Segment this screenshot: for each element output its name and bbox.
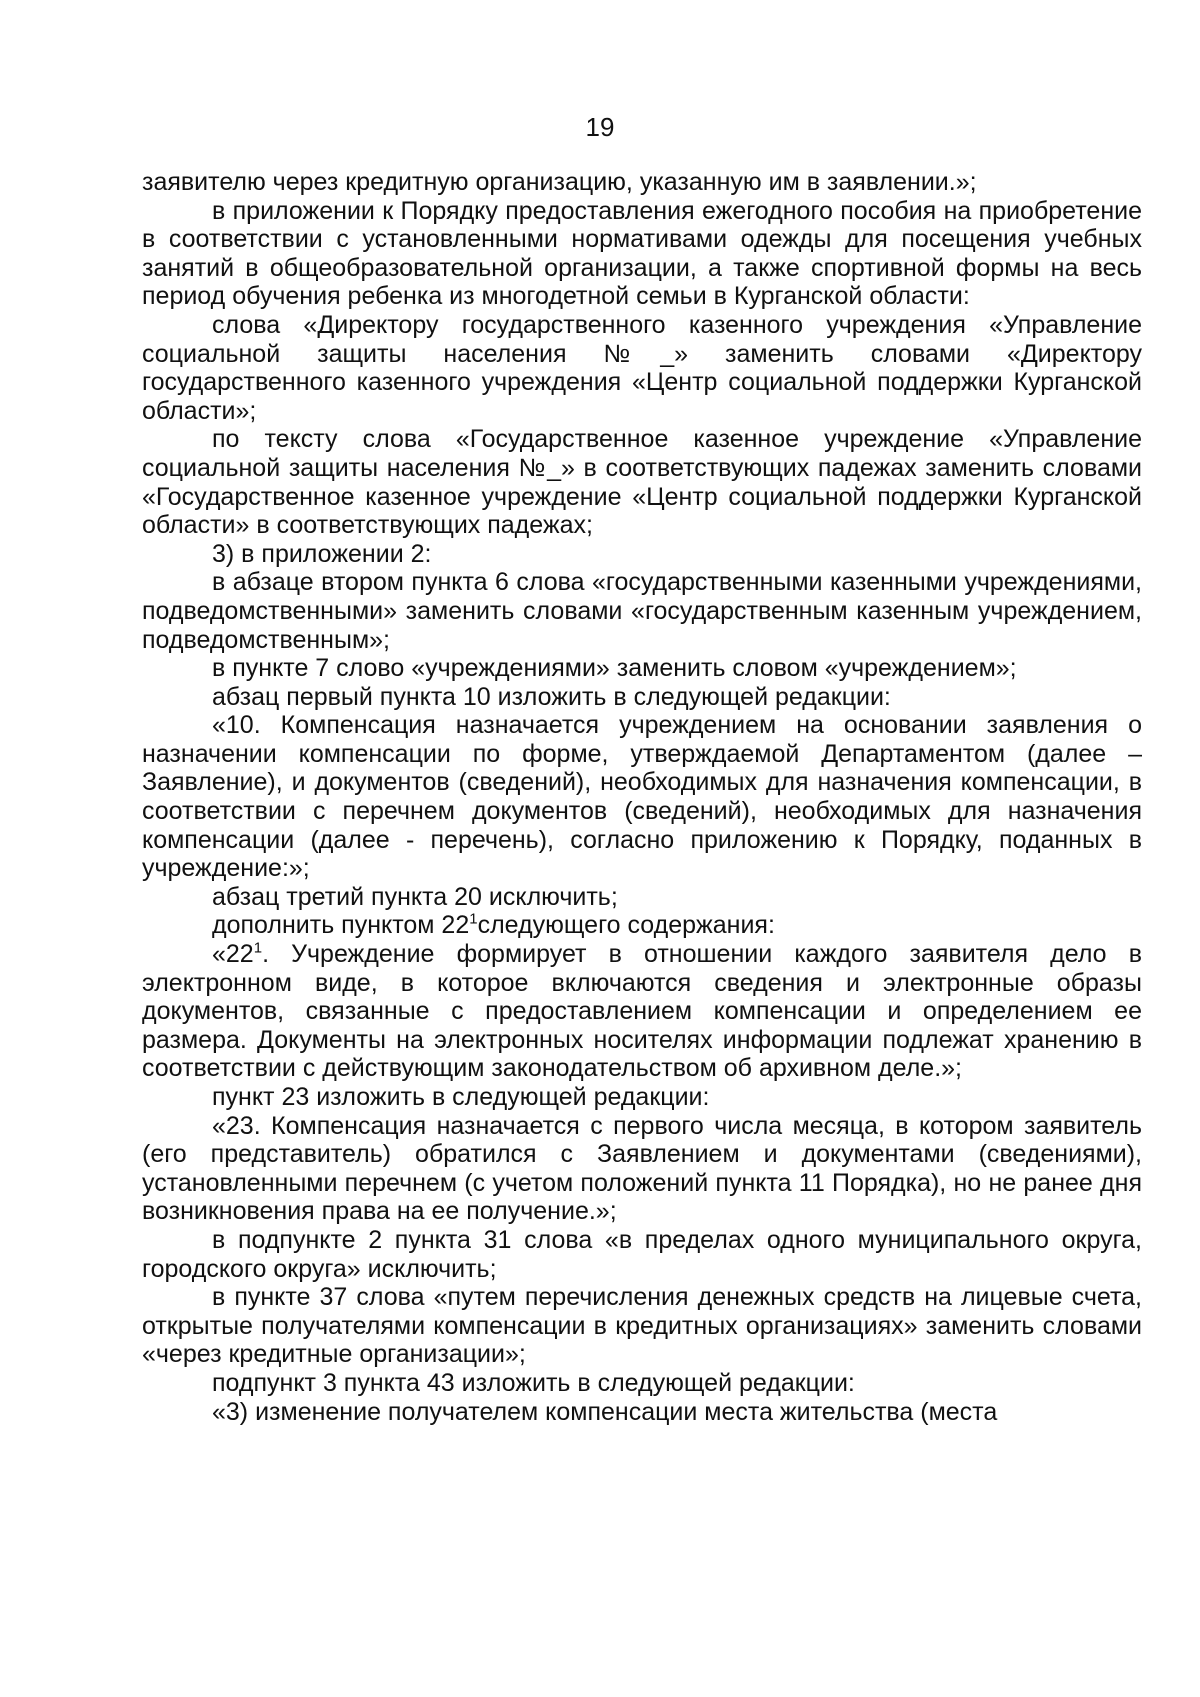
paragraph-text: . Учреждение формирует в отношении каждого заявителя дело в электронном виде, в которое включаются сведения и электронные образы документов, связанные с предоставлением компенсации и определением ее размера. Документы на электронных носителях информации подлежат хранению в соответствии с действующим законодательством об архивном деле.»;: [142, 940, 1142, 1083]
paragraph: 3) в приложении 2:: [212, 539, 432, 568]
paragraph: слова «Директору государственного казенного учреждения «Управление социальной защиты населения №_» заменить словами «Директору государственного казенного учреждения «Центр социальной поддержки Курганской области»;: [142, 310, 1142, 425]
paragraph-text: «22: [212, 940, 254, 969]
paragraph: пункт 23 изложить в следующей редакции:: [212, 1083, 710, 1111]
page-number: 19: [585, 112, 615, 142]
document-body: [142, 168, 1142, 1426]
paragraph: в подпункте 2 пункта 31 слова «в пределах одного муниципального округа, городского округа» исключить;: [142, 1225, 1142, 1283]
paragraph: абзац третий пункта 20 исключить;: [212, 882, 618, 911]
paragraph-text: дополнить пунктом 22: [212, 911, 470, 940]
paragraph: в пункте 37 слова «путем перечисления денежных средств на лицевые счета, открытые получателями компенсации в кредитных организациях» заменить словами «через кредитные организации»;: [142, 1283, 1142, 1369]
paragraph: абзац первый пункта 10 изложить в следующей редакции:: [212, 682, 891, 711]
paragraph: [142, 911, 1142, 940]
paragraph: по тексту слова «Государственное казенное учреждение «Управление социальной защиты населения №_» в соответствующих падежах заменить словами «Государственное казенное учреждение «Центр социальной поддержки Курганской области» в соответствующих падежах;: [142, 425, 1142, 540]
paragraph: [142, 940, 1142, 1083]
paragraph: «23. Компенсация назначается с первого числа месяца, в котором заявитель (его представитель) обратился с Заявлением и документами (сведениями), установленными перечнем (с учетом положений пункта 11 Порядка), но не ранее дня возникновения права на ее получение.»;: [142, 1111, 1142, 1226]
paragraph: в пункте 7 слово «учреждениями» заменить словом «учреждением»;: [212, 654, 1017, 683]
paragraph: заявителю через кредитную организацию, указанную им в заявлении.»;: [142, 168, 977, 196]
superscript: 1: [253, 939, 263, 957]
paragraph: подпункт 3 пункта 43 изложить в следующей редакции:: [212, 1368, 855, 1397]
superscript: 1: [469, 911, 478, 929]
paragraph: в приложении к Порядку предоставления ежегодного пособия на приобретение в соответствии с установленными нормативами одежды для посещения учебных занятий в общеобразовательной организации, а также спортивной формы на весь период обучения ребенка из многодетной семьи в Курганской области:: [142, 196, 1142, 311]
paragraph-text: следующего содержания:: [477, 911, 775, 940]
paragraph: «10. Компенсация назначается учреждением на основании заявления о назначении компенсации по форме, утверждаемой Департаментом (далее – Заявление), и документов (сведений), необходимых для назначения компенсации, в соответствии с перечнем документов (сведений), необходимых для назначения компенсации (далее - перечень), согласно приложению к Порядку, поданных в учреждение:»;: [142, 711, 1142, 883]
paragraph: в абзаце втором пункта 6 слова «государственными казенными учреждениями, подведомственными» заменить словами «государственным казенным учреждением, подведомственным»;: [142, 568, 1142, 654]
paragraph: «3) изменение получателем компенсации места жительства (места: [212, 1397, 998, 1426]
